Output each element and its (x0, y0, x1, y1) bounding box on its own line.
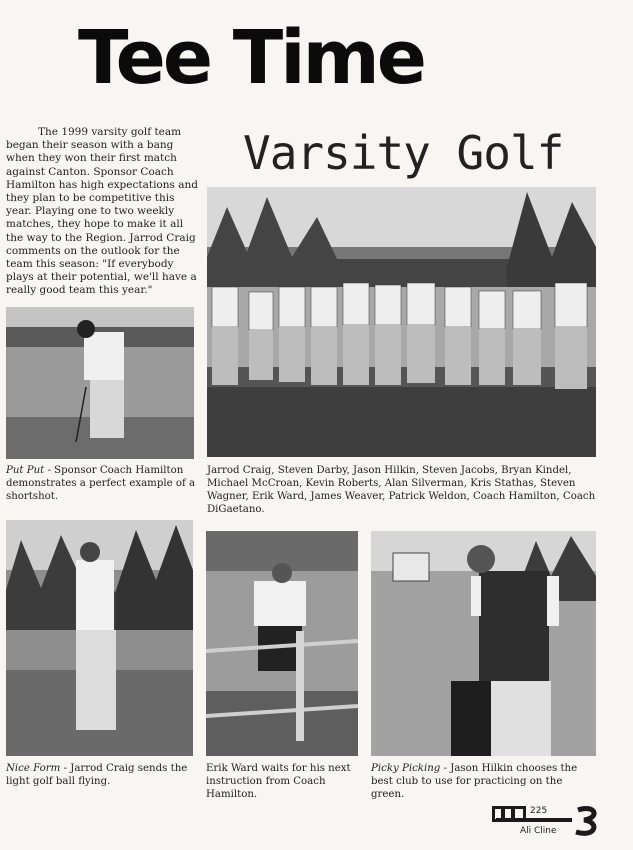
putt-title: Put Put (6, 465, 45, 476)
pick-photo (371, 531, 596, 756)
pick-caption (371, 762, 597, 800)
putt-caption (6, 464, 196, 508)
page-headline: Tee Time (78, 15, 424, 101)
pick-title: Picky Picking (371, 763, 441, 774)
team-caption: Jarrod Craig, Steven Darby, Jason Hilkin, Steven Jacobs, Bryan Kindel, Michael McCroan, Kevin Roberts, Alan Silverman, Kris Stathas, Steven Wagner, Erik Ward, James Weaver, Patrick Weldon, Coach Hamilton, Coach DiGaetano. (207, 465, 596, 515)
intro-paragraph: The 1999 varsity golf team began their season with a bang when they won their first match against Canton. Sponsor Coach Hamilton has high expectations and they plan to be competitive this year. Playing one to two weekly matches, they hope to make it all the way to the Region. Jarrod Craig comments on the outlook for the team this season: "If everybody plays at their potential, we'll have a really good team this year." (6, 126, 198, 297)
swing-caption-text: - Jarrod Craig sends the light golf ball flying. (6, 763, 188, 787)
wait-photo (206, 531, 358, 756)
footer-rule (496, 818, 572, 822)
putt-photo (6, 307, 194, 459)
page-number: 225 (530, 806, 548, 816)
swing-photo (6, 520, 193, 756)
swing-caption (6, 762, 196, 794)
team-photo (207, 187, 596, 457)
page-subhead: Varsity Golf (243, 126, 564, 180)
pick-caption-text: - Jason Hilkin chooses the best club to use for practicing on the green. (371, 763, 578, 800)
swing-title: Nice Form (6, 763, 61, 774)
putt-caption-text: - Sponsor Coach Hamilton demonstrates a perfect example of a shortshot. (6, 465, 196, 502)
wait-caption: Erik Ward waits for his next instruction from Coach Hamilton. (206, 763, 351, 800)
photo-credit: Ali Cline (520, 826, 557, 836)
